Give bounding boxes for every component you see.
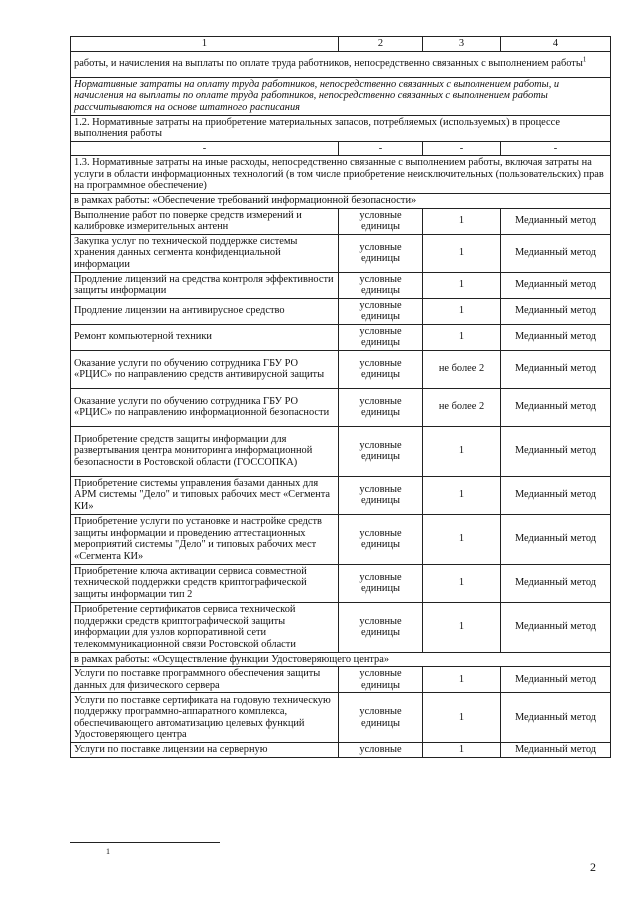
item-name: Приобретение системы управления базами данных для АРМ системы "Дело" и типовых рабочих мест «Сегмента КИ» — [71, 476, 339, 514]
table-row — [71, 426, 611, 476]
header-col-2: 2 — [339, 37, 423, 52]
item-quantity: 1 — [423, 564, 501, 602]
item-name: Ремонт компьютерной техники — [71, 324, 339, 350]
dash-cell: - — [423, 141, 501, 156]
item-unit: условные — [339, 743, 423, 758]
item-unit: условные единицы — [339, 272, 423, 298]
item-name: Оказание услуги по обучению сотрудника ГБУ РО «РЦИС» по направлению средств антивирусной защиты — [71, 350, 339, 388]
wage-norm-row — [71, 77, 611, 115]
materials-heading: 1.2. Нормативные затраты на приобретение материальных запасов, потребляемых (используемых) в процессе выполнения работы — [71, 115, 611, 141]
item-method: Медианный метод — [501, 514, 611, 564]
item-unit: условные единицы — [339, 350, 423, 388]
certificate-center-items — [71, 667, 611, 758]
item-quantity: 1 — [423, 324, 501, 350]
item-quantity: 1 — [423, 667, 501, 693]
item-quantity: не более 2 — [423, 350, 501, 388]
item-name: Выполнение работ по поверке средств измерений и калибровке измерительных антенн — [71, 208, 339, 234]
table-row — [71, 564, 611, 602]
table-row — [71, 476, 611, 514]
item-name: Оказание услуги по обучению сотрудника ГБУ РО «РЦИС» по направлению информационной безопасности — [71, 388, 339, 426]
dash-cell: - — [339, 141, 423, 156]
table-row — [71, 743, 611, 758]
table-row — [71, 234, 611, 272]
item-quantity: 1 — [423, 208, 501, 234]
item-unit: условные единицы — [339, 602, 423, 652]
item-method: Медианный метод — [501, 693, 611, 743]
item-name: Услуги по поставке лицензии на серверную — [71, 743, 339, 758]
dash-cell: - — [71, 141, 339, 156]
item-quantity: 1 — [423, 514, 501, 564]
item-name: Приобретение услуги по установке и настройке средств защиты информации и проведению аттестационных мероприятий системы "Дело" и типовых рабочих мест «Сегмента КИ» — [71, 514, 339, 564]
materials-heading-row — [71, 115, 611, 141]
item-quantity: 1 — [423, 602, 501, 652]
table-row — [71, 298, 611, 324]
cost-norms-table — [70, 36, 611, 758]
item-quantity: 1 — [423, 426, 501, 476]
dash-cell: - — [501, 141, 611, 156]
item-method: Медианный метод — [501, 426, 611, 476]
header-col-4: 4 — [501, 37, 611, 52]
item-method: Медианный метод — [501, 602, 611, 652]
header-col-3: 3 — [423, 37, 501, 52]
item-name: Продление лицензии на антивирусное средство — [71, 298, 339, 324]
table-row — [71, 208, 611, 234]
item-method: Медианный метод — [501, 234, 611, 272]
item-quantity: 1 — [423, 298, 501, 324]
item-method: Медианный метод — [501, 208, 611, 234]
item-quantity: 1 — [423, 234, 501, 272]
item-quantity: 1 — [423, 476, 501, 514]
item-unit: условные единицы — [339, 476, 423, 514]
item-unit: условные единицы — [339, 324, 423, 350]
dash-row — [71, 141, 611, 156]
other-costs-heading: 1.3. Нормативные затраты на иные расходы, непосредственно связанные с выполнением работы, включая затраты на услуги в области информационных технологий (в том числе приобретение неисключительных (пользовательских) прав на программное обеспечение) — [71, 156, 611, 194]
item-name: Услуги по поставке сертификата на годовую техническую поддержку программно-аппаратного комплекса, обеспечивающего автоматизацию целевых функций Удостоверяющего центра — [71, 693, 339, 743]
item-name: Продление лицензий на средства контроля эффективности защиты информации — [71, 272, 339, 298]
footnote-mark: 1 — [106, 847, 110, 856]
section-row — [71, 194, 611, 209]
item-unit: условные единицы — [339, 693, 423, 743]
item-unit: условные единицы — [339, 234, 423, 272]
table-row — [71, 693, 611, 743]
item-name: Приобретение сертификатов сервиса технической поддержки средств криптографической защиты информации для узлов корпоративной сети телекоммуникационной связи Ростовской области — [71, 602, 339, 652]
item-name: Приобретение ключа активации сервиса совместной технической поддержки средств криптографической защиты информации тип 2 — [71, 564, 339, 602]
header-row — [71, 37, 611, 52]
footnote-divider — [70, 842, 220, 843]
section-title-certificate-center: в рамках работы: «Осуществление функции Удостоверяющего центра» — [71, 652, 611, 667]
item-method: Медианный метод — [501, 667, 611, 693]
item-method: Медианный метод — [501, 272, 611, 298]
other-costs-heading-row — [71, 156, 611, 194]
table-row — [71, 388, 611, 426]
section-row — [71, 652, 611, 667]
continuation-row — [71, 51, 611, 77]
item-quantity: не более 2 — [423, 388, 501, 426]
wage-norm-text: Нормативные затраты на оплату труда работников, непосредственно связанных с выполнением работы, и начисления на выплаты по оплате труда работников, непосредственно связанных с выполнением работы рассчитываются на основе штатного расписания — [71, 77, 611, 115]
continuation-body: работы, и начисления на выплаты по оплате труда работников, непосредственно связанных с выполнением работы — [74, 58, 583, 70]
table-row — [71, 272, 611, 298]
item-unit: условные единицы — [339, 298, 423, 324]
footnote-ref: 1 — [582, 55, 587, 64]
item-quantity: 1 — [423, 272, 501, 298]
security-items — [71, 208, 611, 652]
item-unit: условные единицы — [339, 208, 423, 234]
section-title-security: в рамках работы: «Обеспечение требований информационной безопасности» — [71, 194, 611, 209]
table-row — [71, 324, 611, 350]
continuation-text — [71, 51, 611, 77]
item-quantity: 1 — [423, 743, 501, 758]
page-number: 2 — [590, 860, 596, 874]
header-col-1: 1 — [71, 37, 339, 52]
table-row — [71, 667, 611, 693]
item-quantity: 1 — [423, 693, 501, 743]
table-row — [71, 602, 611, 652]
table-row — [71, 350, 611, 388]
item-name: Приобретение средств защиты информации для развертывания центра мониторинга информационной безопасности в Ростовской области (ГОССОПКА) — [71, 426, 339, 476]
item-method: Медианный метод — [501, 324, 611, 350]
item-unit: условные единицы — [339, 514, 423, 564]
table-row — [71, 514, 611, 564]
item-name: Услуги по поставке программного обеспечения защиты данных для физического сервера — [71, 667, 339, 693]
item-name: Закупка услуг по технической поддержке системы хранения данных сегмента конфиденциальной информации — [71, 234, 339, 272]
item-method: Медианный метод — [501, 476, 611, 514]
item-unit: условные единицы — [339, 564, 423, 602]
item-unit: условные единицы — [339, 426, 423, 476]
item-method: Медианный метод — [501, 350, 611, 388]
item-method: Медианный метод — [501, 564, 611, 602]
item-unit: условные единицы — [339, 667, 423, 693]
item-unit: условные единицы — [339, 388, 423, 426]
item-method: Медианный метод — [501, 298, 611, 324]
item-method: Медианный метод — [501, 743, 611, 758]
item-method: Медианный метод — [501, 388, 611, 426]
